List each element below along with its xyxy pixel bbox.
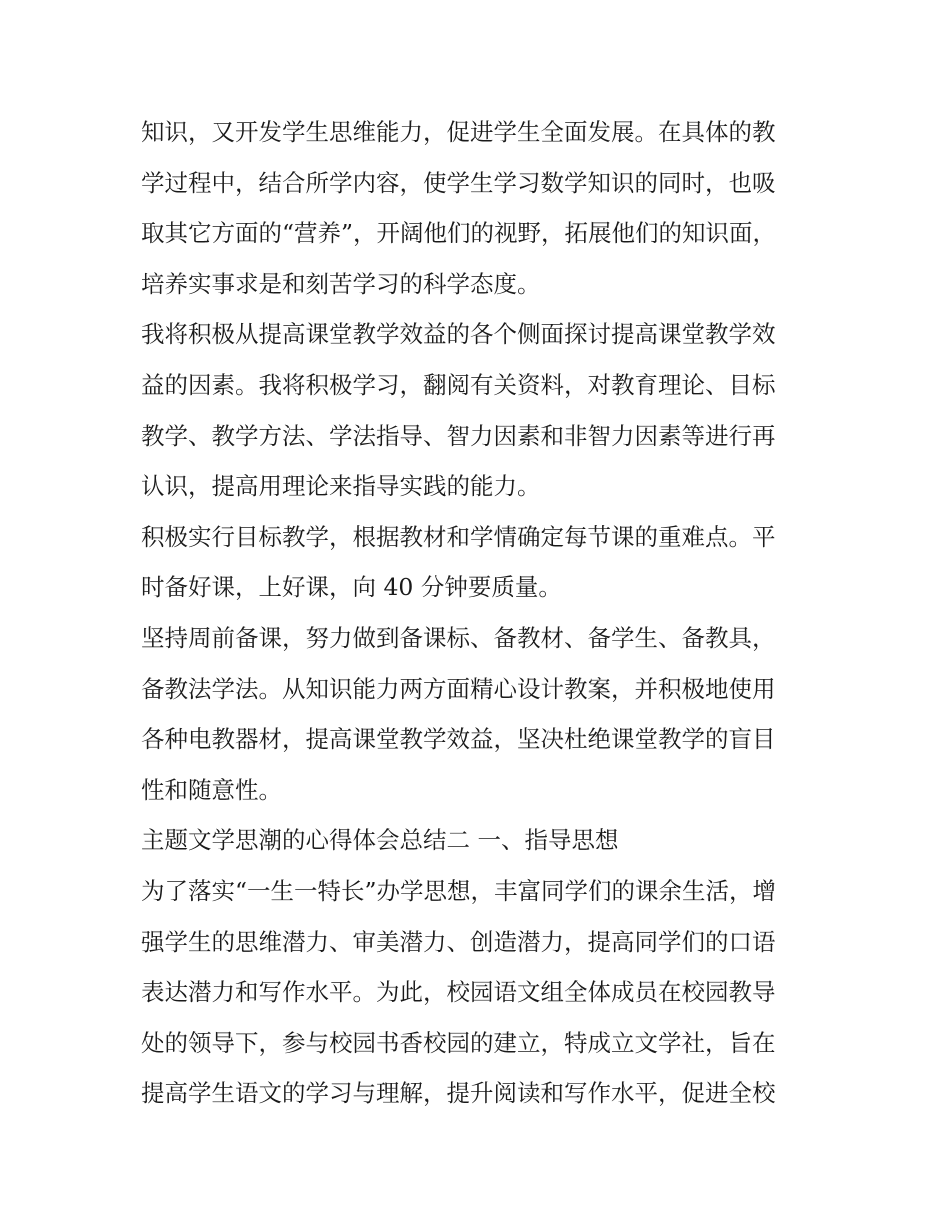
text-line: 提高学生语文的学习与理解，提升阅读和写作水平，促进全校	[141, 1079, 776, 1108]
text-line: 时备好课，上好课，向 40 分钟要质量。	[141, 573, 562, 602]
text-line: 积极实行目标教学，根据教材和学情确定每节课的重难点。平	[141, 522, 776, 551]
text-line: 我将积极从提高课堂教学效益的各个侧面探讨提高课堂教学效	[141, 320, 776, 349]
text-line: 表达潜力和写作水平。为此，校园语文组全体成员在校园教导	[141, 978, 776, 1007]
text-line: 益的因素。我将积极学习，翻阅有关资料，对教育理论、目标	[141, 370, 776, 399]
text-line: 知识，又开发学生思维能力，促进学生全面发展。在具体的教	[141, 118, 776, 146]
text-line: 性和随意性。	[141, 775, 282, 804]
text-line: 认识，提高用理论来指导实践的能力。	[141, 472, 541, 501]
body-text	[141, 107, 821, 1119]
text-line: 备教法学法。从知识能力两方面精心设计教案，并积极地使用	[141, 674, 776, 703]
text-line: 强学生的思维潜力、审美潜力、创造潜力，提高同学们的口语	[141, 927, 776, 956]
text-line: 各种电教器材，提高课堂教学效益，坚决杜绝课堂教学的盲目	[141, 725, 776, 754]
text-line: 为了落实“一生一特长”办学思想，丰富同学们的课余生活，增	[141, 876, 777, 905]
text-line: 处的领导下，参与校园书香校园的建立，特成立文学社，旨在	[141, 1028, 776, 1057]
section-heading: 主题文学思潮的心得体会总结二 一、指导思想	[141, 826, 619, 855]
text-line: 教学、教学方法、学法指导、智力因素和非智力因素等进行再	[141, 421, 776, 450]
text-line: 坚持周前备课，努力做到备课标、备教材、备学生、备教具，	[141, 623, 776, 652]
text-line: 培养实事求是和刻苦学习的科学态度。	[141, 269, 541, 298]
text-line: 学过程中，结合所学内容，使学生学习数学知识的同时，也吸	[141, 168, 776, 197]
text-line: 取其它方面的“营养”，开阔他们的视野，拓展他们的知识面，	[141, 219, 777, 248]
